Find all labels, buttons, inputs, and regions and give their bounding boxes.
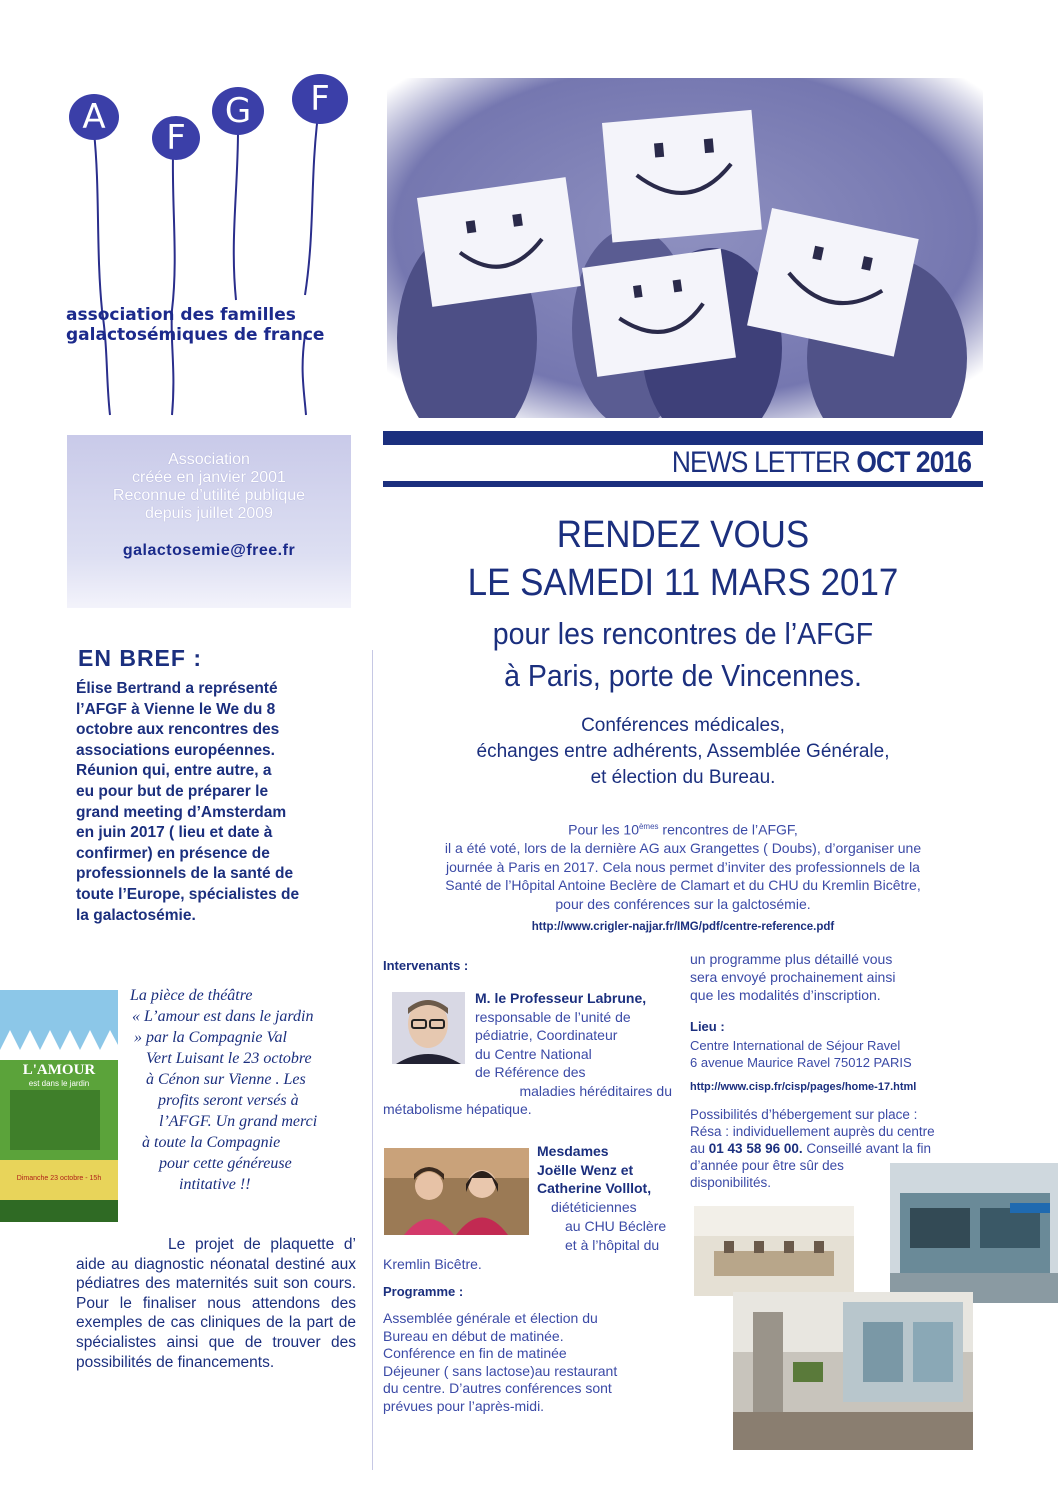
bref-line: associations européennes. xyxy=(76,741,275,759)
heberg-line: disponibilités. xyxy=(690,1175,772,1190)
lieu-line: 6 avenue Maurice Ravel 75012 PARIS xyxy=(690,1055,912,1070)
bref-line: toute l’Europe, spécialistes de xyxy=(76,885,300,903)
speaker1-line: maladies héréditaires du xyxy=(519,1083,672,1099)
speaker1-line: pédiatrie, Coordinateur xyxy=(475,1027,618,1043)
projet-text xyxy=(76,1235,356,1372)
headline-line2: LE SAMEDI 11 MARS 2017 xyxy=(467,562,899,604)
theatre-line: pour cette généreuse xyxy=(159,1155,292,1172)
details-line: sera envoyé prochainement ainsi xyxy=(690,969,896,985)
speaker2-line: et à l’hôpital du xyxy=(565,1237,660,1253)
en-bref-title: EN BREF : xyxy=(78,645,202,671)
info-line1: Association xyxy=(168,451,250,468)
en-bref-text xyxy=(76,679,361,926)
headline-line1: RENDEZ VOUS xyxy=(556,514,810,556)
association-name-line1: association des familles xyxy=(66,305,296,325)
balloon-f2: F xyxy=(292,74,348,124)
details-line: que les modalités d’inscription. xyxy=(690,987,881,1003)
conferences-line1: Conférences médicales, xyxy=(581,715,785,736)
professor-portrait xyxy=(392,992,465,1064)
theatre-line: La pièce de théâtre xyxy=(130,987,253,1004)
venue-lobby-photo xyxy=(733,1292,973,1450)
bref-line: Réunion qui, entre autre, a xyxy=(76,762,272,780)
projet-body: Le projet de plaquette d’ aide au diagnostic néonatal destiné aux pédiatres des maternités suit son cours. Pour le finaliser nous attendons des exemples de cas cliniques de la part de spécialistes ainsi que de trouver des possibilités de financements. xyxy=(76,1236,356,1371)
bref-line: Élise Bertrand a représenté xyxy=(76,680,278,697)
theatre-line: » par la Compagnie Val xyxy=(134,1029,287,1046)
intro-sup: èmes xyxy=(638,822,659,831)
bref-line: octobre aux rencontres des xyxy=(76,721,280,739)
theatre-line: intitative !! xyxy=(179,1176,251,1193)
association-info-box xyxy=(67,435,351,608)
theatre-text xyxy=(123,985,359,1195)
speaker2-name: Joëlle Wenz et xyxy=(537,1161,634,1178)
heberg-after: Conseillé avant la fin xyxy=(802,1141,931,1156)
balloon-a: A xyxy=(69,94,119,140)
theatre-line: à Cénon sur Vienne . Les xyxy=(146,1071,306,1088)
bref-line: la galactosémie. xyxy=(76,906,196,924)
programme-line: Assemblée générale et élection du xyxy=(383,1310,598,1326)
speaker2-block xyxy=(537,1142,651,1198)
speaker1-line: de Référence des xyxy=(475,1064,586,1080)
conferences-line3: et élection du Bureau. xyxy=(590,767,776,788)
contact-email-link[interactable]: galactosemie@free.fr xyxy=(122,542,296,559)
speaker2-line: au CHU Béclère xyxy=(565,1218,667,1234)
smiley-faces-photo xyxy=(387,78,983,418)
reference-link[interactable]: http://www.crigler-najjar.fr/IMG/pdf/centre-reference.pdf xyxy=(531,921,835,933)
lieu-heading: Lieu : xyxy=(690,1019,725,1034)
column-divider xyxy=(372,650,373,1470)
association-name-line2: galactosémiques de france xyxy=(66,325,325,345)
association-name xyxy=(66,305,324,345)
lieu-line: Centre International de Séjour Ravel xyxy=(690,1038,901,1053)
intervenants-heading: Intervenants : xyxy=(383,958,469,973)
details-line: un programme plus détaillé vous xyxy=(690,951,893,967)
programme-heading: Programme : xyxy=(383,1284,464,1299)
intro-line5: pour des conférences sur la galctosémie. xyxy=(555,895,811,912)
heberg-line: d’année pour être sûr des xyxy=(690,1158,844,1173)
info-line4: depuis juillet 2009 xyxy=(144,505,274,522)
heberg-au: au xyxy=(690,1141,709,1156)
speaker1-tail xyxy=(383,1082,672,1118)
speaker2-name: Catherine Volllot, xyxy=(537,1180,652,1196)
heberg-line: Possibilités d’hébergement sur place : xyxy=(690,1107,918,1122)
theatre-line: Vert Luisant le 23 octobre xyxy=(146,1050,312,1067)
banner-date: OCT 2016 xyxy=(856,446,971,479)
speaker2-tail: Kremlin Bicêtre. xyxy=(383,1256,482,1272)
balloon-g: G xyxy=(212,87,264,135)
programme-line: Bureau en début de matinée. xyxy=(383,1327,564,1344)
programme-line: Déjeuner ( sans lactose)au restaurant xyxy=(383,1362,618,1379)
speaker1-block xyxy=(475,989,646,1082)
heberg-line: Résa : individuellement auprès du centre xyxy=(690,1124,935,1139)
venue-meeting-room-photo xyxy=(694,1206,854,1296)
intro-post: rencontres de l’AFGF, xyxy=(658,821,798,838)
intro-line3: journée à Paris en 2017. Cela nous permet d’inviter des professionnels de la xyxy=(446,858,920,875)
speaker2-line: diététiciennes xyxy=(551,1199,637,1215)
speaker1-line: responsable de l’unité de xyxy=(475,1008,631,1025)
dieticians-photo xyxy=(384,1148,529,1235)
intro-line2: il a été voté, lors de la dernière AG aux Grangettes ( Doubs), d’organiser une xyxy=(444,840,922,857)
theatre-line: profits seront versés à xyxy=(158,1092,299,1109)
info-line2: créée en janvier 2001 xyxy=(132,469,286,486)
bref-line: en juin 2017 ( lieu et date à xyxy=(76,824,273,842)
theatre-line: à toute la Compagnie xyxy=(142,1134,281,1151)
programme-details xyxy=(690,950,895,1004)
intro-paragraph xyxy=(383,818,983,913)
newsletter-banner xyxy=(383,431,983,487)
speaker2-name: Mesdames xyxy=(537,1143,609,1159)
poster-date-text: Dimanche 23 octobre - 15h xyxy=(16,1175,102,1182)
theatre-line: « L’amour est dans le jardin xyxy=(132,1008,314,1025)
lieu-link[interactable]: http://www.cisp.fr/cisp/pages/home-17.html xyxy=(690,1081,917,1093)
intro-line4: Santé de l’Hôpital Antoine Beclère de Clamart et du CHU du Kremlin Bicêtre, xyxy=(445,877,921,894)
speaker1-name: M. le Professeur Labrune, xyxy=(475,990,647,1006)
balloon-f: F xyxy=(152,116,200,160)
lieu-address xyxy=(690,1037,912,1071)
intro-pre: Pour les 10 xyxy=(568,821,639,838)
bref-line: l’AFGF à Vienne le We du 8 xyxy=(76,700,276,718)
venue-building-photo xyxy=(890,1163,1058,1303)
headline-line4: à Paris, porte de Vincennes. xyxy=(504,658,862,693)
bref-line: grand meeting d’Amsterdam xyxy=(76,803,287,821)
info-line3: Reconnue d’utilité publique xyxy=(112,487,306,504)
speaker1-line: métabolisme hépatique. xyxy=(383,1101,532,1117)
programme-line: Conférence en fin de matinée xyxy=(383,1345,567,1361)
banner-title: NEWS LETTER xyxy=(671,446,850,479)
theatre-poster xyxy=(0,990,118,1222)
poster-title-text: L'AMOUR xyxy=(22,1062,96,1078)
programme-text xyxy=(383,1310,617,1415)
programme-line: prévues pour l’après-midi. xyxy=(383,1397,545,1414)
bref-line: professionnels de la santé de xyxy=(76,865,294,883)
bref-line: eu pour but de préparer le xyxy=(76,782,269,800)
conferences-line2: échanges entre adhérents, Assemblée Générale, xyxy=(476,741,890,762)
theatre-line: l’AFGF. Un grand merci xyxy=(159,1113,318,1130)
speaker2-desc xyxy=(537,1198,687,1255)
bref-line: confirmer) en présence de xyxy=(76,844,270,862)
poster-subtitle-text: est dans le jardin xyxy=(28,1079,90,1088)
headline-line3: pour les rencontres de l’AFGF xyxy=(492,616,874,651)
speaker1-line: du Centre National xyxy=(475,1045,592,1062)
programme-line: du centre. D’autres conférences sont xyxy=(383,1380,612,1396)
phone-number[interactable]: 01 43 58 96 00. xyxy=(708,1141,803,1156)
